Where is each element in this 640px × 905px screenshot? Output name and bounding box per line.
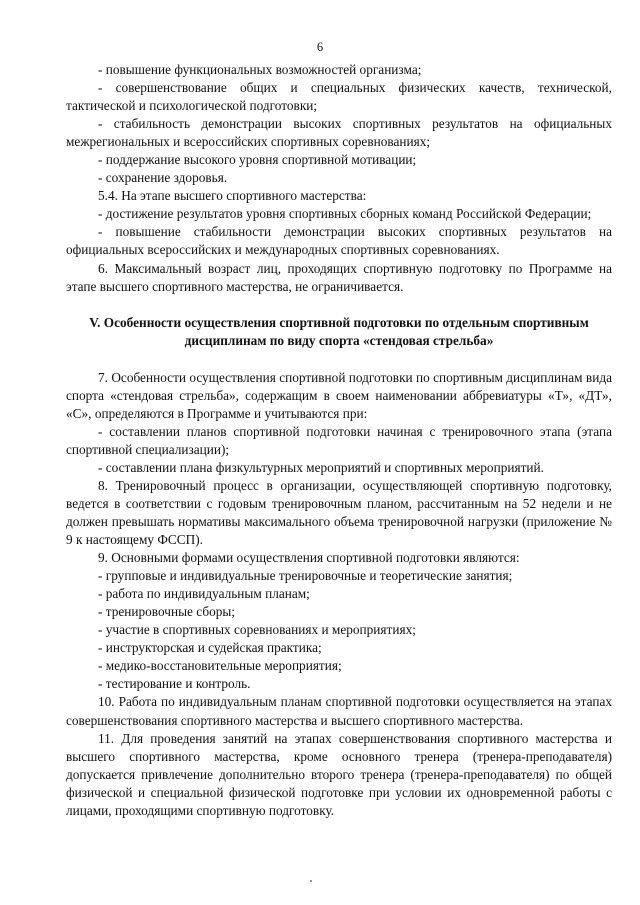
- clause-10: 10. Работа по индивидуальным планам спортивной подготовки осуществляется на этапах совершенствования спортивного мастерства и высшего спортивного мастерства.: [66, 694, 612, 728]
- list-item-testing: - тестирование и контроль.: [98, 676, 251, 692]
- clause-6: 6. Максимальный возраст лиц, проходящих спортивную подготовку по Программе на этапе высшего спортивного мастерства, не ограничивается.: [66, 260, 612, 294]
- list-item-group-sessions: - групповые и индивидуальные тренировочные и теоретические занятия;: [98, 568, 513, 584]
- list-item-events-plan: - составлении плана физкультурных мероприятий и спортивных мероприятий.: [98, 459, 544, 475]
- spacer: [66, 351, 612, 369]
- clause-5-4: 5.4. На этапе высшего спортивного мастерства:: [98, 188, 367, 204]
- clause-8: 8. Тренировочный процесс в организации, осуществляющей спортивную подготовку, ведется в соответствии с годовым тренировочным планом, рассчитанным на 52 недели и не должен превышать нормативы максимального объема тренировочной нагрузки (приложение № 9 к настоящему ФССП).: [66, 477, 612, 548]
- spacer: [66, 296, 612, 314]
- list-item-health: - сохранение здоровья.: [98, 170, 228, 186]
- page-number: 6: [316, 40, 324, 54]
- list-item-stability-international: - повышение стабильности демонстрации высоких спортивных результатов на официальных всероссийских и международных спортивных соревнованиях.: [66, 224, 612, 258]
- list-item-national-team-level: - достижение результатов уровня спортивных сборных команд Российской Федерации;: [98, 206, 592, 222]
- list-item-physical-qualities: - совершенствование общих и специальных физических качеств, технической, тактической и психологической подготовки;: [66, 80, 612, 114]
- document-body: [66, 61, 612, 820]
- clause-11: 11. Для проведения занятий на этапах совершенствования спортивного мастерства и высшего спортивного мастерства, кроме основного тренера (тренера-преподавателя) допускается привлечение дополнительно второго тренера (тренера-преподавателя) по общей физической и специальной физической подготовке при условии их одновременной работы с лицами, проходящими спортивную подготовку.: [66, 730, 612, 818]
- list-item-instructor-practice: - инструкторская и судейская практика;: [98, 640, 322, 656]
- list-item-medical-recovery: - медико-восстановительные мероприятия;: [98, 658, 342, 674]
- scan-speck: [310, 880, 312, 882]
- list-item-individual-plans: - работа по индивидуальным планам;: [98, 586, 310, 602]
- clause-9: 9. Основными формами осуществления спортивной подготовки являются:: [98, 550, 520, 566]
- list-item-training-camps: - тренировочные сборы;: [98, 604, 236, 620]
- list-item-functional-capabilities: - повышение функциональных возможностей организма;: [98, 62, 422, 77]
- list-item-competitions: - участие в спортивных соревнованиях и мероприятиях;: [98, 622, 416, 638]
- clause-7: 7. Особенности осуществления спортивной подготовки по спортивным дисциплинам вида спорта «стендовая стрельба», содержащим в своем наименовании аббревиатуры «Т», «ДТ», «С», определяются в Программе и учитываются при:: [66, 369, 612, 421]
- section-heading: V. Особенности осуществления спортивной подготовки по отдельным спортивным дисциплинам по виду спорта «стендовая стрельба»: [89, 314, 589, 349]
- list-item-stability-interregional: - стабильность демонстрации высоких спортивных результатов на официальных межрегиональных и всероссийских спортивных соревнованиях;: [66, 116, 612, 150]
- list-item-training-plans: - составлении планов спортивной подготовки начиная с тренировочного этапа (этапа спортивной специализации);: [66, 423, 612, 457]
- list-item-motivation: - поддержание высокого уровня спортивной мотивации;: [98, 152, 417, 168]
